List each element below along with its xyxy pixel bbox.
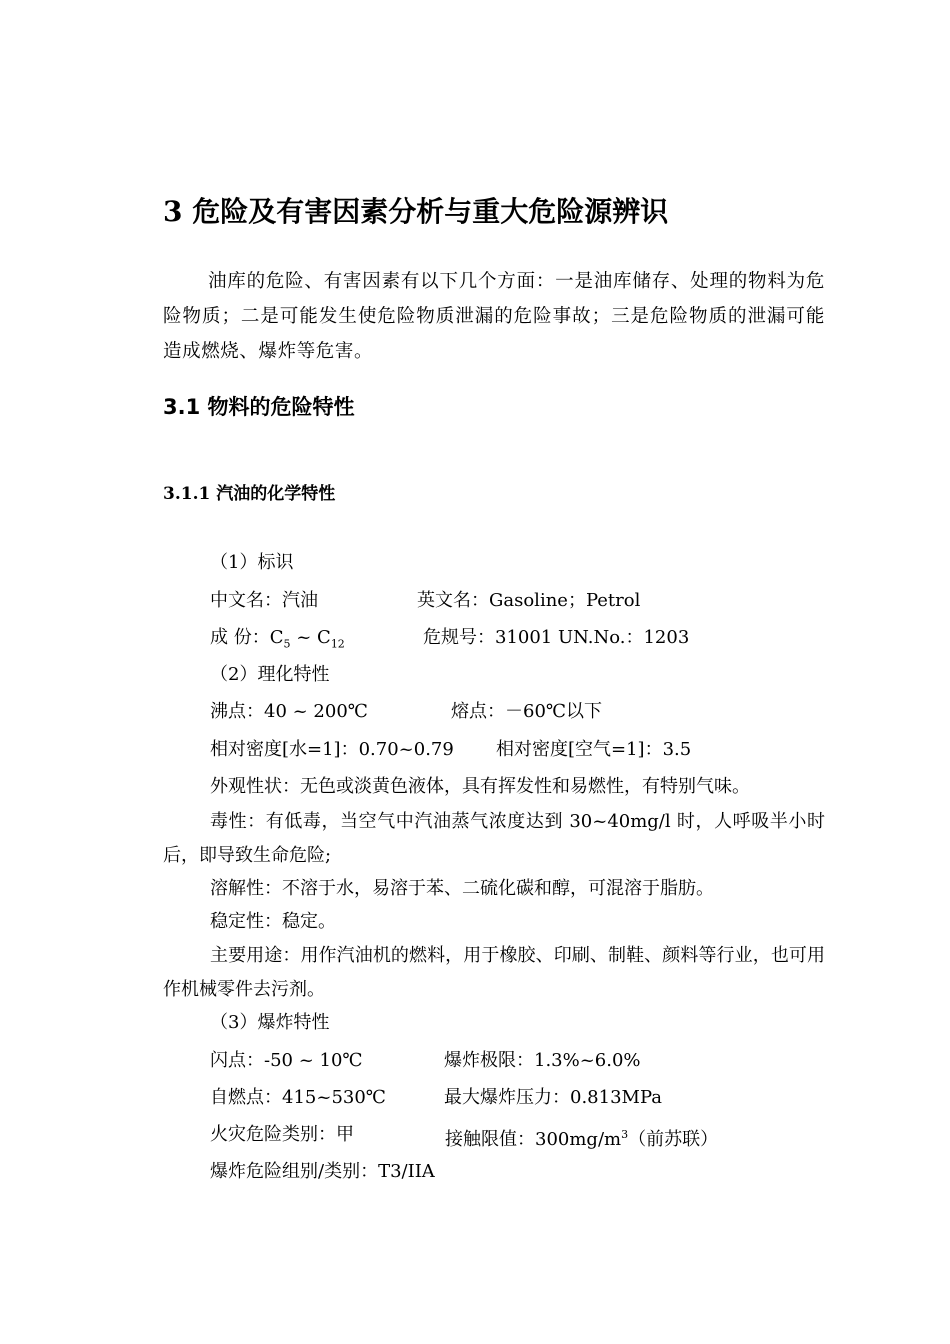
density-water: 相对密度[水=1]：0.70~0.79 [210, 739, 454, 760]
fire-hazard-class: 火灾危险类别：甲 [210, 1124, 354, 1145]
temperature-row [210, 697, 603, 727]
chapter-heading: 3 危险及有害因素分析与重大危险源辨识 [163, 195, 669, 228]
autoignition-point: 自燃点：415~530℃ [210, 1087, 386, 1108]
fire-row [210, 1120, 719, 1150]
boiling-point: 沸点：40 ~ 200℃ [210, 701, 368, 722]
composition-row [210, 623, 690, 660]
composition-sub-end: 12 [330, 637, 345, 651]
subsection-heading: 3.1.1 汽油的化学特性 [163, 484, 336, 504]
exposure-limit-source: （前苏联） [628, 1129, 719, 1150]
explosion-title: （3）爆炸特性 [210, 1012, 330, 1033]
composition-mid: ~ C [290, 627, 331, 648]
solubility: 溶解性：不溶于水，易溶于苯、二硫化碳和醇，可混溶于脂肪。 [210, 878, 714, 899]
autoignition-row [210, 1083, 662, 1113]
density-air: 相对密度[空气=1]：3.5 [496, 739, 692, 760]
max-explosion-pressure: 最大爆炸压力：0.813MPa [444, 1087, 662, 1108]
section-heading: 3.1 物料的危险特性 [163, 395, 355, 419]
density-row [210, 735, 692, 765]
appearance: 外观性状：无色或淡黄色液体，具有挥发性和易燃性，有特别气味。 [210, 776, 750, 797]
flash-row [210, 1046, 641, 1076]
exposure-limit-value: 接触限值：300mg/m [445, 1129, 622, 1150]
flash-point: 闪点：-50 ~ 10℃ [210, 1050, 363, 1071]
intro-paragraph: 油库的危险、有害因素有以下几个方面：一是油库储存、处理的物料为危险物质；二是可能发生使危险物质泄漏的危险事故；三是危险物质的泄漏可能造成燃烧、爆炸等危害。 [163, 271, 825, 362]
composition-sub-start: 5 [283, 637, 291, 651]
hazard-registration-number: 危规号：31001 UN.No.：1203 [423, 627, 690, 648]
melting-point: 熔点：－60℃以下 [451, 701, 603, 722]
name-row [210, 586, 641, 616]
explosion-limit: 爆炸极限：1.3%~6.0% [444, 1050, 641, 1071]
english-name: 英文名：Gasoline；Petrol [417, 590, 641, 611]
explosion-group: 爆炸危险组别/类别：T3/IIA [210, 1161, 435, 1182]
exposure-limit-exponent: 3 [621, 1128, 629, 1141]
chinese-name: 中文名：汽油 [210, 590, 318, 611]
main-uses: 主要用途：用作汽油机的燃料，用于橡胶、印刷、制鞋、颜料等行业，也可用作机械零件去污剂。 [163, 945, 825, 1000]
composition-label: 成 份：C [210, 627, 284, 648]
physchem-title: （2）理化特性 [210, 664, 330, 685]
identification-title: （1）标识 [210, 552, 294, 573]
stability: 稳定性：稳定。 [210, 911, 336, 932]
exposure-limit [445, 1120, 718, 1155]
toxicity: 毒性：有低毒，当空气中汽油蒸气浓度达到 30~40mg/l 时，人呼吸半小时后，即导致生命危险; [163, 811, 825, 866]
composition [210, 627, 345, 651]
